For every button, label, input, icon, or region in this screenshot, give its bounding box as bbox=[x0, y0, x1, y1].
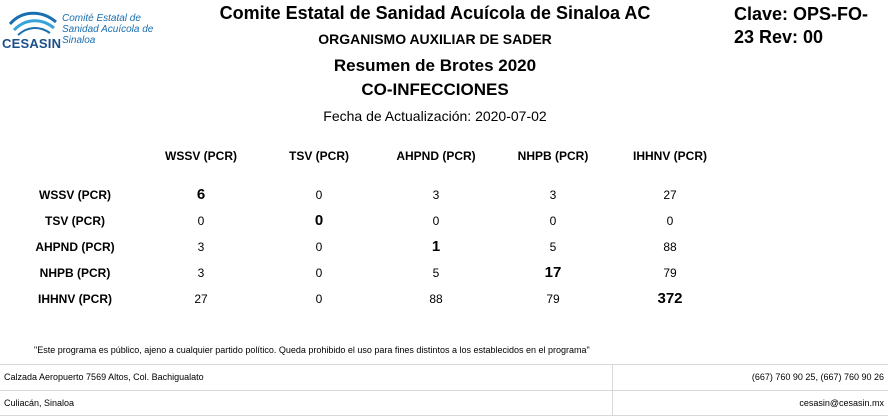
table-cell: 5 bbox=[549, 240, 557, 254]
table-cell: 88 bbox=[429, 292, 443, 306]
table-cell: 17 bbox=[544, 264, 562, 281]
table-cell: 88 bbox=[663, 240, 677, 254]
footer-divider bbox=[0, 390, 888, 391]
footer-phones: (667) 760 90 25, (667) 760 90 26 bbox=[751, 372, 884, 382]
column-header: WSSV (PCR) bbox=[165, 149, 237, 163]
update-label: Fecha de Actualización: bbox=[323, 108, 472, 124]
report-subtitle: CO-INFECCIONES bbox=[361, 80, 509, 99]
column-header: IHHNV (PCR) bbox=[633, 149, 707, 163]
row-header: TSV (PCR) bbox=[45, 214, 105, 228]
report-title: Resumen de Brotes 2020 bbox=[333, 56, 537, 75]
page-subtitle: ORGANISMO AUXILIAR DE SADER bbox=[318, 31, 552, 47]
update-date bbox=[150, 108, 720, 124]
column-header: NHPB (PCR) bbox=[517, 149, 589, 163]
table-cell: 0 bbox=[315, 240, 323, 254]
update-value: 2020-07-02 bbox=[475, 108, 547, 124]
document-code: Clave: OPS-FO- 23 Rev: 00 bbox=[734, 4, 869, 47]
logo-subtitle: Comité Estatal de Sanidad Acuícola de Sinaloa bbox=[62, 13, 154, 46]
footer-city: Culiacán, Sinaloa bbox=[4, 398, 75, 408]
table-cell: 0 bbox=[315, 188, 323, 202]
legal-notice: "Este programa es público, ajeno a cualquier partido político. Queda prohibido el uso para fines distintos a los establecidos en el programa" bbox=[34, 345, 590, 355]
table-cell: 0 bbox=[197, 214, 205, 228]
row-header: NHPB (PCR) bbox=[39, 266, 111, 280]
table-cell: 3 bbox=[197, 266, 205, 280]
table-cell: 6 bbox=[196, 186, 206, 203]
table-cell: 3 bbox=[197, 240, 205, 254]
footer-divider bbox=[0, 364, 888, 365]
table-cell: 0 bbox=[549, 214, 557, 228]
table-cell: 1 bbox=[431, 238, 441, 255]
row-header: IHHNV (PCR) bbox=[38, 292, 112, 306]
column-header: TSV (PCR) bbox=[289, 149, 349, 163]
table-cell: 0 bbox=[315, 266, 323, 280]
table-cell: 0 bbox=[432, 214, 440, 228]
row-header: WSSV (PCR) bbox=[39, 188, 111, 202]
table-cell: 3 bbox=[549, 188, 557, 202]
table-cell: 372 bbox=[657, 290, 683, 307]
page-title: Comite Estatal de Sanidad Acuícola de Sinaloa AC bbox=[219, 3, 651, 23]
footer-address: Calzada Aeropuerto 7569 Altos, Col. Bachigualato bbox=[4, 372, 204, 382]
table-cell: 5 bbox=[432, 266, 440, 280]
row-header: AHPND (PCR) bbox=[35, 240, 115, 254]
column-header: AHPND (PCR) bbox=[396, 149, 476, 163]
footer-divider bbox=[0, 415, 888, 416]
table-cell: 79 bbox=[546, 292, 560, 306]
table-cell: 3 bbox=[432, 188, 440, 202]
table-cell: 27 bbox=[663, 188, 677, 202]
table-cell: 79 bbox=[663, 266, 677, 280]
table-cell: 27 bbox=[194, 292, 208, 306]
table-cell: 0 bbox=[314, 212, 324, 229]
footer-column-divider bbox=[612, 364, 613, 416]
footer-email: cesasin@cesasin.mx bbox=[799, 398, 884, 408]
logo-wordmark: CESASIN bbox=[2, 36, 62, 51]
table-cell: 0 bbox=[315, 292, 323, 306]
table-cell: 0 bbox=[666, 214, 674, 228]
